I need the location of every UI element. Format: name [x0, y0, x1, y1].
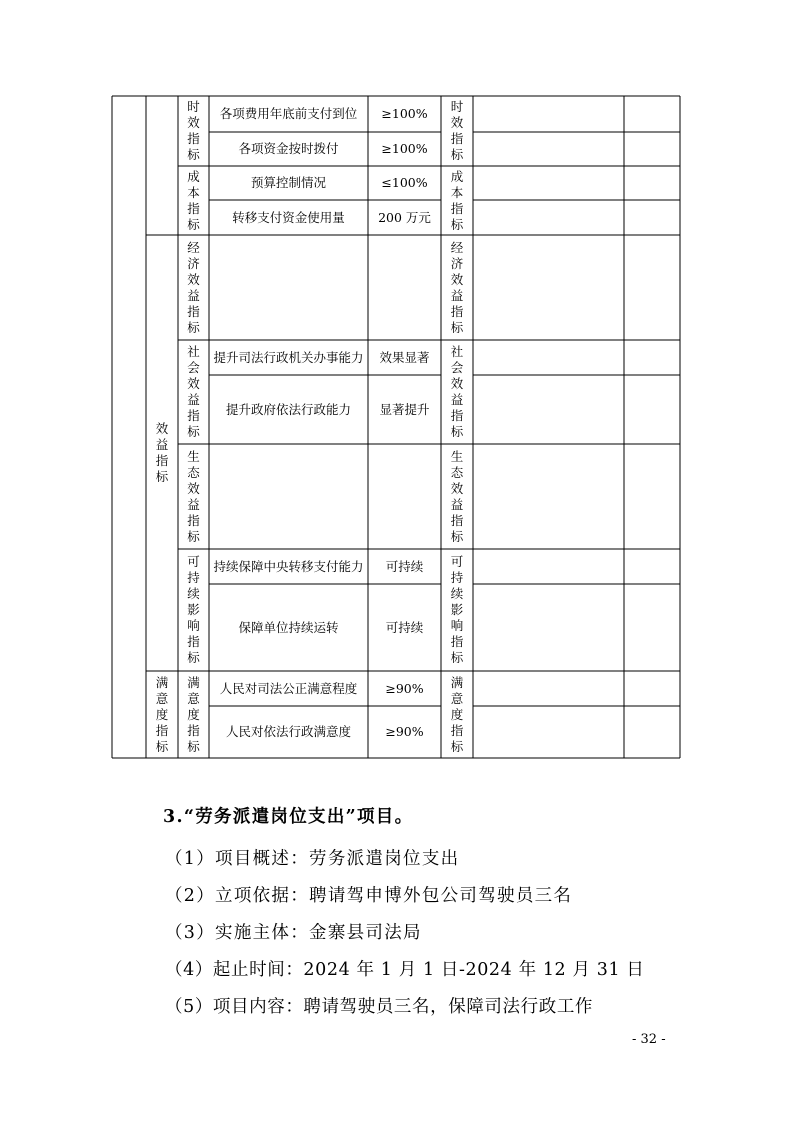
- subcategory-ecological-right: 生态效益指标: [450, 448, 464, 544]
- section-heading: 3.“劳务派遣岗位支出”项目。: [163, 807, 414, 827]
- category-benefit: 效益指标: [155, 421, 169, 484]
- indicator-name: 转移支付资金使用量: [232, 209, 345, 225]
- indicator-name: 人民对依法行政满意度: [225, 724, 351, 739]
- indicator-name: 预算控制情况: [250, 175, 326, 190]
- subcategory-satisfaction: 满意度指标: [187, 674, 200, 754]
- indicator-value: 可持续: [385, 558, 424, 574]
- subcategory-economic-right: 经济效益指标: [450, 239, 464, 335]
- project-overview: （1）项目概述：劳务派遣岗位支出: [165, 849, 460, 869]
- indicator-name: 持续保障中央转移支付能力: [213, 558, 364, 574]
- indicator-value: ≥90%: [385, 724, 424, 739]
- subcategory-economic: 经济效益指标: [187, 239, 200, 335]
- subcategory-satisfaction-right: 满意度指标: [450, 674, 464, 754]
- indicator-name: 提升司法行政机关办事能力: [213, 349, 364, 365]
- subcategory-sustainable-right: 可持续影响指标: [450, 554, 464, 665]
- indicator-value: ≤100%: [381, 175, 428, 190]
- project-basis: （2）立项依据：聘请驾申博外包公司驾驶员三名: [165, 886, 573, 906]
- subcategory-cost: 成本指标: [187, 168, 200, 232]
- subcategory-timeliness-right: 时效指标: [450, 99, 464, 162]
- category-satisfaction: 满意度指标: [155, 674, 169, 754]
- project-content: （5）项目内容：聘请驾驶员三名，保障司法行政工作: [165, 997, 594, 1017]
- indicator-value: ≥100%: [381, 106, 428, 121]
- indicator-name: 各项费用年底前支付到位: [219, 106, 358, 121]
- subcategory-social-right: 社会效益指标: [450, 344, 464, 439]
- subcategory-sustainable: 可持续影响指标: [187, 554, 200, 665]
- indicator-value: 效果显著: [379, 349, 430, 365]
- indicator-value: 200 万元: [378, 209, 431, 225]
- indicator-name: 提升政府依法行政能力: [225, 401, 351, 417]
- indicator-name: 人民对司法公正满意程度: [219, 680, 358, 696]
- project-executor: （3）实施主体：金寨县司法局: [165, 923, 422, 943]
- page-number: - 32 -: [632, 1032, 666, 1047]
- indicator-value: 显著提升: [379, 401, 430, 417]
- indicator-name: 各项资金按时拨付: [238, 141, 339, 156]
- subcategory-cost-right: 成本指标: [450, 168, 464, 232]
- indicator-name: 保障单位持续运转: [238, 619, 339, 635]
- subcategory-ecological: 生态效益指标: [187, 448, 200, 544]
- indicator-value: 可持续: [385, 619, 424, 635]
- subcategory-social: 社会效益指标: [187, 344, 200, 439]
- indicator-value: ≥90%: [385, 680, 424, 696]
- project-period: （4）起止时间：2024 年 1 月 1 日-2024 年 12 月 31 日: [165, 960, 645, 980]
- subcategory-timeliness: 时效指标: [187, 99, 200, 162]
- indicator-value: ≥100%: [381, 141, 428, 156]
